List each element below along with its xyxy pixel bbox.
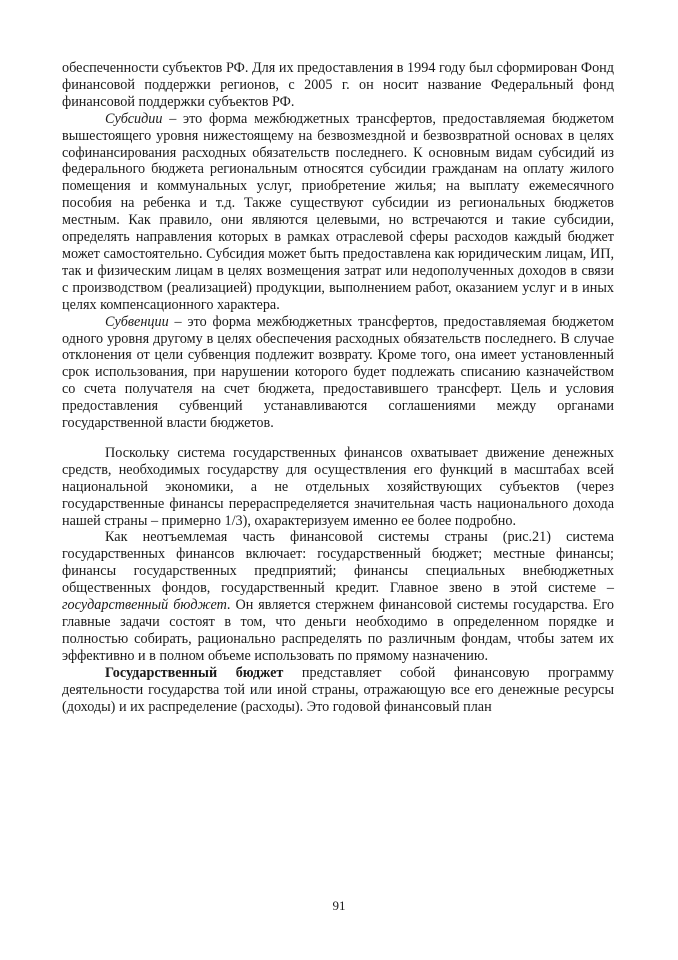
paragraph-text: Поскольку система государственных финансов охватывает движение денежных средств, необходимых государству для осуществления его функций в масштабах всей национальной экономики, а не отдельных хозяйствующих субъектов (через государственные финансы перераспределяется значительная часть национального дохода нашей страны – примерно 1/3), охарактеризуем именно ее более подробно. xyxy=(62,444,614,529)
term-state-budget: государственный бюджет xyxy=(62,597,227,614)
paragraph-text: представляет собой финансовую программу деятельности государства той или иной страны, отражающую все его денежные ресурсы (доходы) и их распределение (расходы). Это годовой финансовый план xyxy=(62,664,614,715)
term-subsidies: Субсидии xyxy=(105,110,163,127)
paragraph-text: Как неотъемлемая часть финансовой системы страны (рис.21) система государственных финансов включает: государственный бюджет; местные финансы; финансы государственных предприятий; финансы специальных внебюджетных общественных фондов, государственный кредит. Главное звено в этой системе – xyxy=(62,529,614,597)
paragraph-state-finance-system xyxy=(62,445,614,530)
term-subventions: Субвенции xyxy=(105,313,169,330)
paragraph-text: – это форма межбюджетных трансфертов, предоставляемая бюджетом одного уровня другому в целях обеспечения расходных обязательств последнего. В случае отклонения от цели субвенция подлежит возврату. Кроме того, она имеет установленный срок использования, при нарушении которого будет подлежать списанию казначейством со счета получателя на счет бюджета, предоставившего трансферт. Цель и условия предоставления субвенций устанавливаются соглашениями между органами государственной власти бюджетов. xyxy=(62,313,614,432)
paragraph-text: обеспеченности субъектов РФ. Для их предоставления в 1994 году был сформирован Фонд финансовой поддержки регионов, с 2005 г. он носит название Федеральный фонд финансовой поддержки субъектов РФ. xyxy=(62,60,614,110)
paragraph-text: – это форма межбюджетных трансфертов, предоставляемая бюджетом вышестоящего уровня нижестоящему на безвозмездной и безвозвратной основах в целях софинансирования расходных обязательств последнего. К основным видам субсидий из федерального бюджета региональным относятся субсидии гражданам на оплату жилого помещения и коммунальных услуг, приобретение жилья; на выплату ежемесячного пособия на ребенка и т.д. Также существуют субсидии из региональных бюджетов местным. Как правило, они являются целевыми, но встречаются и такие субсидии, определять направления которых в рамках отраслевой сферы расходов каждый бюджет может самостоятельно. Субсидия может быть предоставлена как юридическим лицам, ИП, так и физическим лицам в целях возмещения затрат или недополученных доходов в связи с производством (реализацией) продукции, выполнением работ, оказанием услуг и в иных целях компенсационного характера. xyxy=(62,110,614,313)
document-page xyxy=(62,60,614,715)
paragraph-continuation xyxy=(62,60,614,111)
term-state-budget-bold: Государственный бюджет xyxy=(105,664,284,681)
paragraph-state-budget-definition xyxy=(62,665,614,716)
paragraph-text: . Он является стержнем финансовой системы государства. Его главные задачи состоят в том, что деньги необходимо в определенном порядке и полностью собирать, рационально распределять по различным фондам, чтобы затем их эффективно и в полном объеме использовать по прямому назначению. xyxy=(62,597,614,664)
paragraph-subventions xyxy=(62,314,614,432)
paragraph-subsidies xyxy=(62,111,614,314)
page-number: 91 xyxy=(332,898,346,913)
paragraph-state-finance-components xyxy=(62,529,614,664)
